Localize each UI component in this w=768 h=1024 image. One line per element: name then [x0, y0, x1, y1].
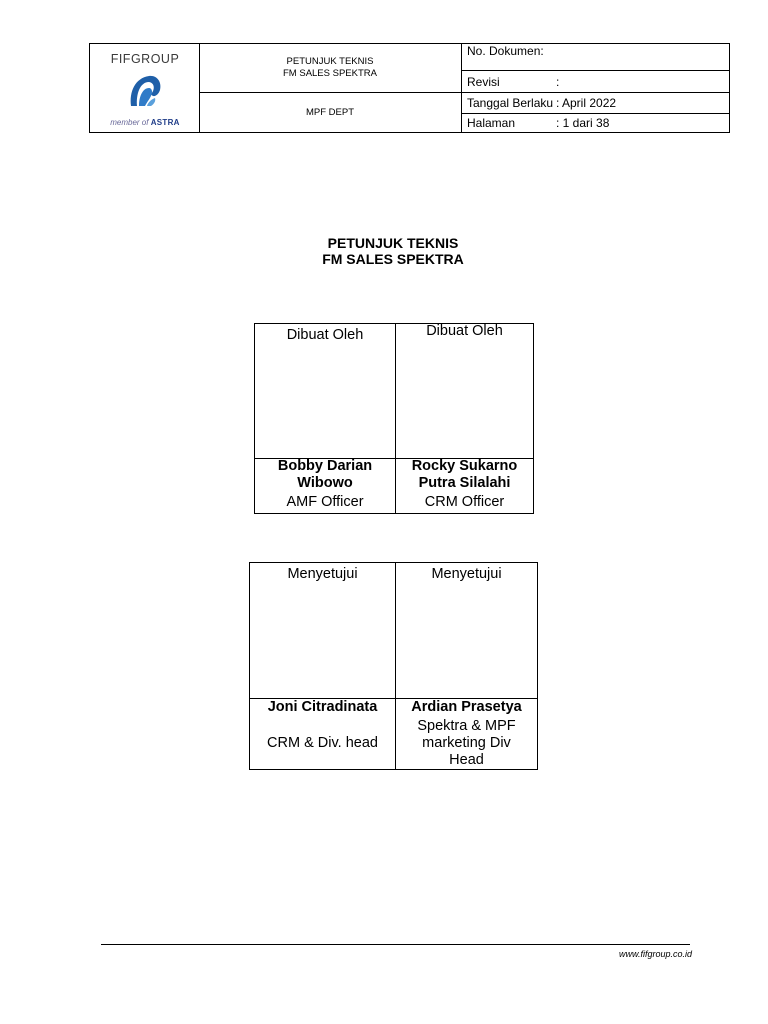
approved-right-role-line3: Head: [449, 752, 484, 768]
prepared-left-name-line1: Bobby Darian: [277, 458, 373, 474]
approved-right-role-line2: marketing Div: [422, 735, 511, 751]
doc-title-cell: [199, 56, 461, 80]
member-brand: ASTRA: [150, 118, 180, 127]
header-divider: [199, 92, 461, 93]
prepared-left-heading: Dibuat Oleh: [286, 327, 364, 343]
approved-by-table: [249, 562, 538, 770]
footer-url: www.fifgroup.co.id: [618, 949, 692, 959]
prepared-left-name: [255, 458, 395, 492]
doc-title-line1: PETUNJUK TEKNIS: [286, 56, 374, 67]
department-cell: MPF DEPT: [305, 107, 355, 118]
fifgroup-logo-icon: [125, 70, 165, 110]
prepared-left-name-line2: Wibowo: [297, 475, 353, 491]
no-dokumen-label: No. Dokumen:: [467, 44, 544, 58]
page-title-line1: PETUNJUK TEKNIS: [327, 235, 459, 251]
prepared-right-name-line2: Putra Silalahi: [418, 475, 511, 491]
approved-right-name: Ardian Prasetya: [411, 699, 522, 715]
logo-brand-text: FIFGROUP: [110, 52, 180, 66]
prepared-left-role: AMF Officer: [286, 494, 364, 510]
footer-divider: [101, 944, 690, 945]
logo-member-text: [90, 118, 200, 127]
header-divider: [461, 70, 729, 71]
doc-title-line2: FM SALES SPEKTRA: [283, 68, 377, 79]
approved-right-role-line1: Spektra & MPF: [417, 718, 516, 734]
header-divider: [461, 92, 729, 93]
prepared-right-name: [395, 458, 534, 492]
tanggal-value: : April 2022: [556, 96, 617, 110]
approved-right-heading: Menyetujui: [431, 566, 502, 582]
prepared-right-name-line1: Rocky Sukarno: [411, 458, 518, 474]
halaman-value: : 1 dari 38: [556, 116, 610, 130]
approved-left-heading: Menyetujui: [287, 566, 358, 582]
document-header-table: [89, 43, 730, 133]
page-title-line2: FM SALES SPEKTRA: [322, 251, 464, 267]
prepared-by-table: [254, 323, 534, 514]
member-prefix: member of: [110, 118, 149, 127]
approved-left-role: CRM & Div. head: [267, 735, 378, 751]
approved-left-name: Joni Citradinata: [267, 699, 378, 715]
tanggal-label: Tanggal Berlaku: [467, 96, 554, 110]
revisi-label: Revisi: [467, 75, 500, 89]
header-divider: [461, 44, 462, 132]
approved-right-role: [395, 718, 538, 769]
prepared-right-role: CRM Officer: [424, 494, 505, 510]
page-title: [0, 235, 768, 267]
revisi-value: :: [556, 75, 560, 89]
halaman-label: Halaman: [467, 116, 516, 130]
prepared-right-heading: Dibuat Oleh: [426, 323, 503, 339]
header-divider: [461, 113, 729, 114]
